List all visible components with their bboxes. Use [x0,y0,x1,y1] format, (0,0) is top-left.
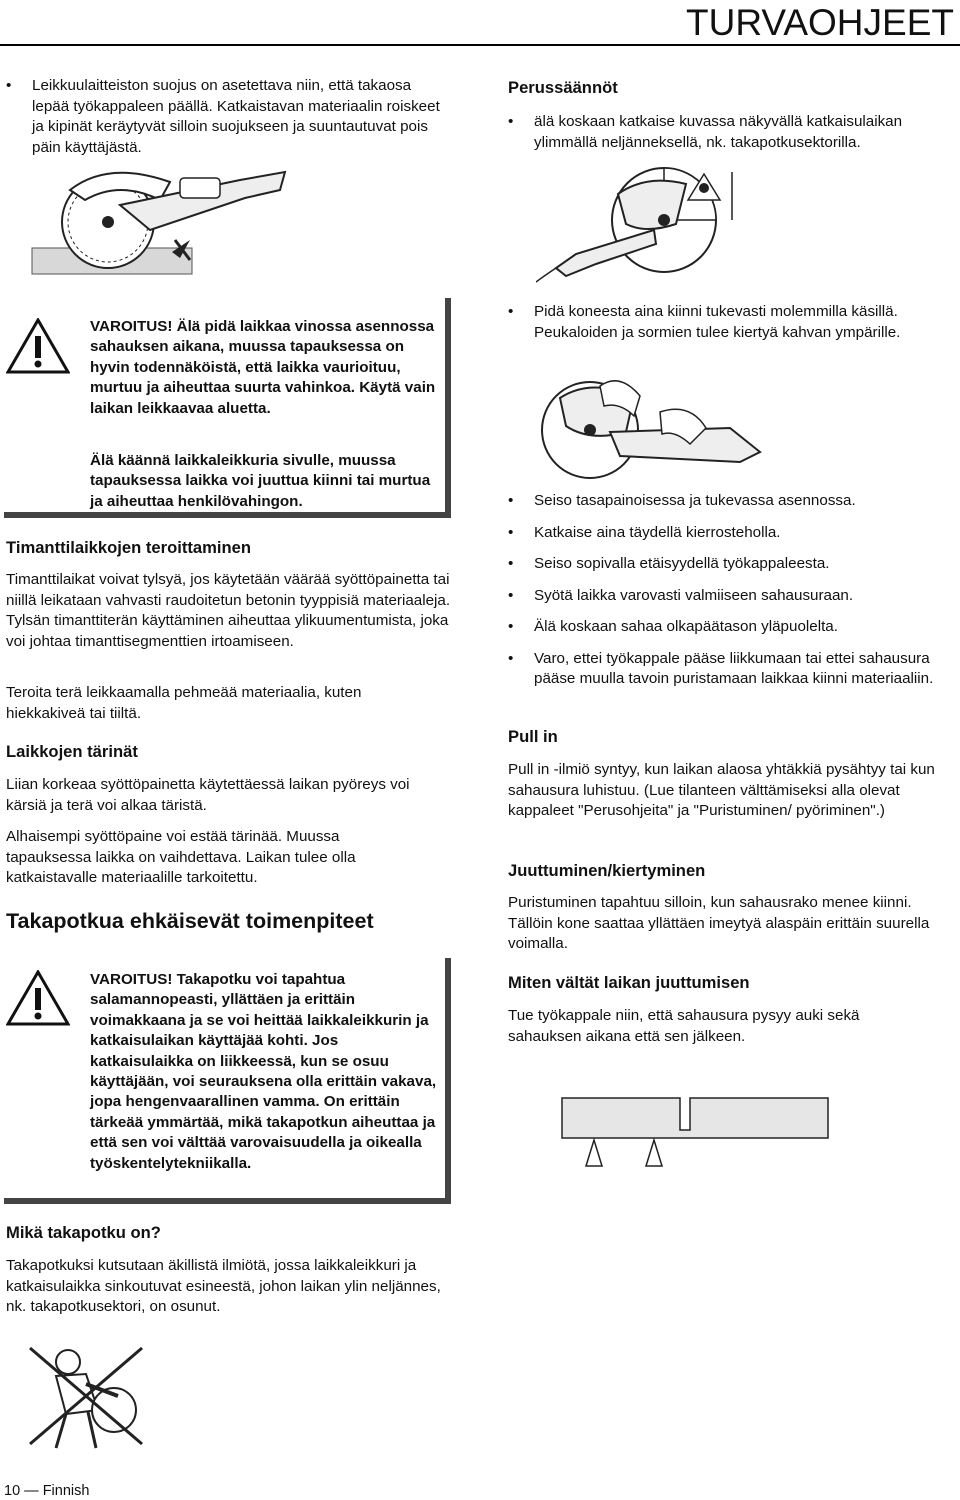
basic-rules-bullets [508,112,958,164]
title-rule [0,44,960,46]
sharpen-p2: Teroita terä leikkaamalla pehmeää materiaalia, kuten hiekkakiveä tai tiiltä. [6,684,362,722]
jamming-p1: Puristuminen tapahtuu silloin, kun sahausrako menee kiinni. Tällöin kone saattaa yllättäen imeytyä alaspäin erittäin suurella voimalla. [508,894,930,952]
sharpen-heading: Timanttilaikkojen teroittaminen [6,538,251,557]
warning-box-1 [4,298,451,518]
stance-bullet: • Seiso tasapainoisessa ja tukevassa asennossa. [508,491,958,512]
stance-bullets [508,491,958,701]
what-is-heading: Mikä takapotku on? [6,1223,161,1242]
stance-bullet: • Katkaise aina täydellä kierrosteholla. [508,523,958,544]
warning-2-text: VAROITUS! Takapotku voi tapahtua salamannopeasti, yllättäen ja erittäin voimakkaana ja se voi heittää laikkaleikkurin ja katkaisulaikan käyttäjää kohti. Jos katkaisulaikka on liikkeessä, kun se osuu käyttäjään, voi seurauksena olla erittäin vakava, jopa hengenvaarallinen vamma. On erittäin tärkeää ymmärtää, mikä takapotkun aiheuttaa ja että sen voi välttää varovaisuudella ja oikealla työskentelytekniikalla. [90,971,437,1172]
supported-workpiece-illustration [560,1090,830,1170]
footer [4,1482,89,1500]
stance-bullet: • Seiso sopivalla etäisyydellä työkappaleesta. [508,554,958,575]
warning-triangle-icon [6,318,70,374]
page-number: 10 [4,1483,21,1499]
basic-rules-heading: Perussäännöt [508,78,618,97]
cutter-guard-illustration [30,160,290,280]
warning-box-2 [4,958,451,1204]
language-label: Finnish [42,1483,90,1499]
vibration-p1: Liian korkeaa syöttöpainetta käytettäessä laikan pyöreys voi kärsiä ja terä voi alkaa täristä. [6,776,410,814]
stance-bullet: • Varo, ettei työkappale pääse liikkumaan tai ettei sahausura pääse muulla tavoin puristamaan laikkaa kiinni materiaaliin. [508,649,958,690]
crossed-out-operator-illustration [26,1340,146,1450]
pull-in-p1: Pull in -ilmiö syntyy, kun laikan alaosa yhtäkkiä pysähtyy tai kun sahausura luhistuu. (Lue tilanteen välttämiseksi alla olevat kappaleet "Perusohjeita" ja "Puristuminen/ pyöriminen".) [508,761,935,819]
stance-bullet: • Syötä laikka varovasti valmiiseen sahausuraan. [508,586,958,607]
intro-bullet: • Leikkuulaitteiston suojus on asetettava niin, että takaosa lepää työkappaleen päällä. Katkaistavan materiaalin roiskeet ja kipinät keräytyvät silloin suojukseen ja suuntautuvat pois päin käyttäjästä. [6,76,446,158]
kickback-heading: Takapotkua ehkäisevät toimenpiteet [6,909,374,933]
pull-in-heading: Pull in [508,727,558,746]
grip-bullets [508,302,958,354]
basic-rule-bullet: • älä koskaan katkaise kuvassa näkyvällä katkaisulaikan ylimmällä neljänneksellä, nk. takapotkusektorilla. [508,112,958,153]
what-is-p1: Takapotkuksi kutsutaan äkillistä ilmiötä, jossa laikkaleikkuri ja katkaisulaikka sinkoutuvat esineestä, johon laikan ylin neljännes, nk. takapotkusektori, on osunut. [6,1257,441,1315]
sharpen-p1: Timanttilaikat voivat tylsyä, jos käytetään väärää syöttöpainetta tai niillä leikataan vahvasti raudoitetun betonin tyyppisiä materiaaleja. Tylsän timanttiterän käyttäminen aiheuttaa ylikuumentumista, joka voi johtaa timanttisegmenttien irtoamiseen. [6,571,451,650]
two-hands-grip-illustration [530,372,770,482]
grip-bullet: • Pidä koneesta aina kiinni tukevasti molemmilla käsillä. Peukaloiden ja sormien tulee kiertyä kahvan ympärille. [508,302,958,343]
page-title: TURVAOHJEET [686,2,954,43]
warning-triangle-icon [6,970,70,1026]
stance-bullet: • Älä koskaan sahaa olkapäätason yläpuolelta. [508,617,958,638]
kickback-zone-illustration [536,164,766,284]
vibration-p2: Alhaisempi syöttöpaine voi estää tärinää. Muussa tapauksessa laikka on vaihdettava. Laikan tulee olla katkaistavalle materiaalille tarkoitettu. [6,828,356,886]
warning-1-text: VAROITUS! Älä pidä laikkaa vinossa asennossa sahauksen aikana, muussa tapauksessa on hyvin todennäköistä, että laikka vaurioituu, murtuu ja aiheuttaa suurta vahinkoa. Käytä vain laikan leikkaavaa aluetta. [90,318,436,417]
avoid-p1: Tue työkappale niin, että sahausura pysyy auki sekä sahauksen aikana että sen jälkeen. [508,1007,860,1045]
footer-dash: — [24,1483,39,1499]
vibration-heading: Laikkojen tärinät [6,742,138,761]
avoid-heading: Miten vältät laikan juuttumisen [508,973,750,992]
jamming-heading: Juuttuminen/kiertyminen [508,861,706,880]
warning-1-text-2: Älä käännä laikkaleikkuria sivulle, muussa tapauksessa laikka voi juuttua kiinni tai murtua ja aiheuttaa henkilövahingon. [90,452,431,510]
intro-bullets [6,76,446,169]
